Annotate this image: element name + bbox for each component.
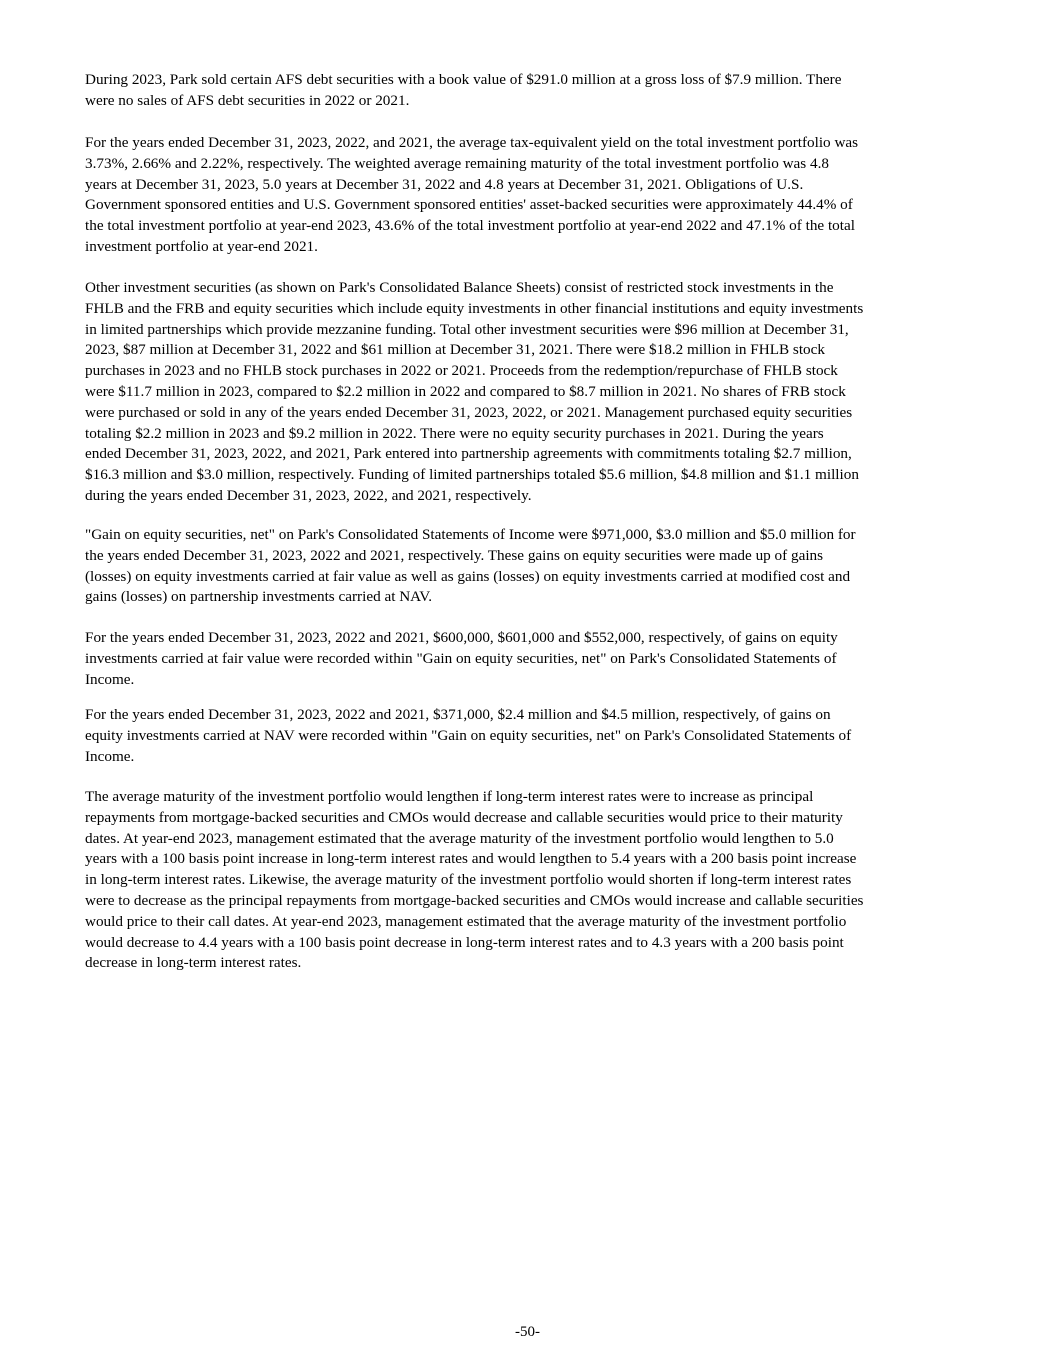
text-line: would price to their call dates. At year-end 2023, management estimated that the average maturity of the investment portfolio [85, 912, 847, 930]
text-line: were purchased or sold in any of the years ended December 31, 2023, 2022, or 2021. Management purchased equity securities [85, 403, 853, 421]
text-line: investment portfolio at year-end 2021. [85, 237, 318, 255]
text-line: Income. [85, 747, 135, 765]
text-line: ended December 31, 2023, 2022, and 2021, Park entered into partnership agreements with commitments totaling $2.7 million, [85, 445, 852, 463]
text-line: For the years ended December 31, 2023, 2022 and 2021, $600,000, $601,000 and $552,000, respectively, of gains on equity [85, 629, 838, 646]
text-line: totaling $2.2 million in 2023 and $9.2 million in 2022. There were no equity security purchases in 2021. During the years [85, 424, 824, 442]
text-line: gains (losses) on partnership investments carried at NAV. [85, 588, 432, 606]
text-line: For the years ended December 31, 2023, 2022, and 2021, the average tax-equivalent yield on the total investment portfolio was [85, 134, 859, 151]
text-line: decrease in long-term interest rates. [85, 954, 302, 972]
paragraph [85, 525, 985, 608]
text-line: equity investments carried at NAV were recorded within "Gain on equity securities, net" on Park's Consolidated Statements of [85, 726, 852, 744]
text-line: For the years ended December 31, 2023, 2022 and 2021, $371,000, $2.4 million and $4.5 million, respectively, of gains on [85, 706, 831, 723]
paragraph [85, 133, 985, 258]
text-line: (losses) on equity investments carried at fair value as well as gains (losses) on equity investments carried at modified cost and [85, 567, 851, 585]
text-line: years at December 31, 2023, 5.0 years at December 31, 2022 and 4.8 years at December 31, 2021. Obligations of U.S. [85, 175, 804, 193]
text-line: Other investment securities (as shown on Park's Consolidated Balance Sheets) consist of restricted stock investments in the [85, 279, 834, 296]
text-line: in limited partnerships which provide mezzanine funding. Total other investment securities were $96 million at December 31, [85, 320, 849, 338]
text-line: were to decrease as the principal repayments from mortgage-backed securities and CMOs would increase and callable securities [85, 891, 864, 909]
page-number: -50- [515, 1324, 540, 1340]
text-line: the total investment portfolio at year-end 2023, 43.6% of the total investment portfolio at year-end 2022 and 47.1% of the total [85, 217, 855, 235]
text-line: investments carried at fair value were recorded within "Gain on equity securities, net" on Park's Consolidated Statements of [85, 649, 837, 667]
paragraph [85, 278, 985, 507]
text-line: 3.73%, 2.66% and 2.22%, respectively. The weighted average remaining maturity of the total investment portfolio was 4.8 [85, 154, 829, 172]
text-line: During 2023, Park sold certain AFS debt securities with a book value of $291.0 million at a gross loss of $7.9 million. There [85, 71, 842, 88]
text-line: dates. At year-end 2023, management estimated that the average maturity of the investment portfolio would lengthen to 5.0 [85, 829, 834, 847]
text-line: years with a 100 basis point increase in long-term interest rates and would lengthen to 5.4 years with a 200 basis point increase [85, 850, 857, 868]
text-line: in long-term interest rates. Likewise, the average maturity of the investment portfolio would shorten if long-term interest rates [85, 871, 852, 889]
paragraph [85, 705, 985, 767]
text-line: $16.3 million and $3.0 million, respectively. Funding of limited partnerships totaled $5.6 million, $4.8 million and $1.1 million [85, 466, 859, 484]
text-line: purchases in 2023 and no FHLB stock purchases in 2022 or 2021. Proceeds from the redemption/repurchase of FHLB stock [85, 362, 838, 380]
text-line: Government sponsored entities and U.S. Government sponsored entities' asset-backed securities were approximately 44.4% of [85, 196, 853, 214]
text-line: 2023, $87 million at December 31, 2022 and $61 million at December 31, 2021. There were $18.2 million in FHLB stock [85, 341, 825, 359]
paragraph [85, 787, 985, 974]
text-line: Income. [85, 670, 135, 688]
text-line: The average maturity of the investment portfolio would lengthen if long-term interest rates were to increase as principal [85, 788, 814, 805]
text-line: were no sales of AFS debt securities in 2022 or 2021. [85, 91, 410, 109]
paragraph [85, 70, 985, 112]
text-line: the years ended December 31, 2023, 2022 and 2021, respectively. These gains on equity securities were made up of gains [85, 546, 824, 564]
text-line: "Gain on equity securities, net" on Park's Consolidated Statements of Income were $971,000, $3.0 million and $5.0 million for [85, 526, 856, 543]
text-line: would decrease to 4.4 years with a 100 basis point decrease in long-term interest rates and to 4.3 years with a 200 basis point [85, 933, 844, 951]
text-line: were $11.7 million in 2023, compared to $2.2 million in 2022 and compared to $8.7 million in 2021. No shares of FRB stock [85, 382, 846, 400]
text-line: repayments from mortgage-backed securities and CMOs would decrease and callable securities would price to their maturity [85, 808, 843, 826]
text-line: during the years ended December 31, 2023, 2022, and 2021, respectively. [85, 486, 532, 504]
paragraph [85, 628, 985, 690]
text-line: FHLB and the FRB and equity securities which include equity investments in other financial institutions and equity investments [85, 299, 864, 317]
